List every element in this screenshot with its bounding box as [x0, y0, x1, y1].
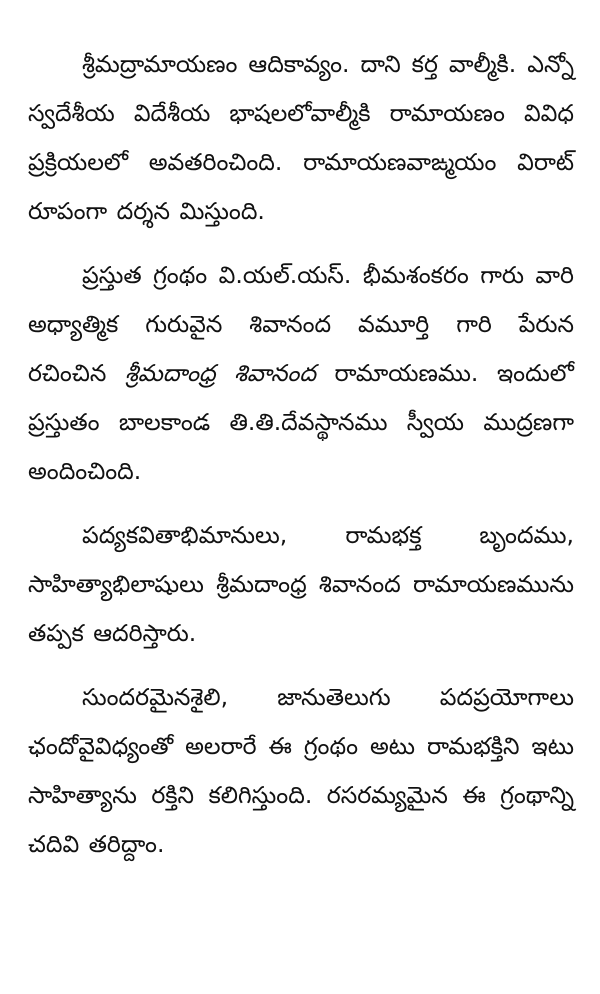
- paragraph-1-line-4: రామాయణవాఙ్మయం విరాట్ రూపంగా దర్శన: [28, 148, 574, 225]
- document-page: [28, 40, 574, 884]
- paragraph-1-line-1: శ్రీమద్రామాయణం ఆదికావ్యం. దాని కర్త: [82, 50, 438, 78]
- paragraph-1-line-5: మిస్తుంది.: [179, 197, 265, 225]
- book-title-italic: శ్రీమదాంధ్ర శివానంద: [124, 359, 316, 387]
- paragraph-4: సుందరమైనశైలి, జానుతెలుగు పదప్రయోగాలు ఛందోవైవిధ్యంతో అలరారే ఈ గ్రంథం అటు రామభక్తిని ఇటు సాహిత్యాను రక్తిని కలిగిస్తుంది. రసరమ్యమైన ఈ గ్రంథాన్ని చదివి తరిద్దాం.: [28, 683, 574, 858]
- paragraph-1-line-2: వాల్మీకి. ఎన్నో స్వదేశీయ విదేశీయ భాషలలోవాల్మీకి: [28, 50, 574, 127]
- paragraph-2-text-a: ప్రస్తుత గ్రంథం వి.యల్.యస్. భీమశంకరం గారు వారి అధ్యాత్మిక గురువైన శివానంద వమూర్తి గారి పేరున రచించిన: [28, 261, 574, 387]
- paragraph-3: పద్యకవితాభిమానులు, రామభక్త బృందము, సాహిత్యాభిలాషులు శ్రీమదాంధ్ర శివానంద రామాయణమును తప్పక ఆదరిస్తారు.: [28, 521, 574, 647]
- paragraph-1-line-3: రామాయణం వివిధ ప్రక్రియలలో అవతరించింది.: [28, 99, 574, 176]
- paragraph-2-text-b: రామాయణము. ఇందులో ప్రస్తుతం బాలకాండ తి.తి.దేవస్థానము స్వీయ ముద్రణగా అందించింది.: [28, 359, 574, 485]
- paragraph-2: [28, 251, 574, 496]
- paragraph-1: [28, 40, 574, 236]
